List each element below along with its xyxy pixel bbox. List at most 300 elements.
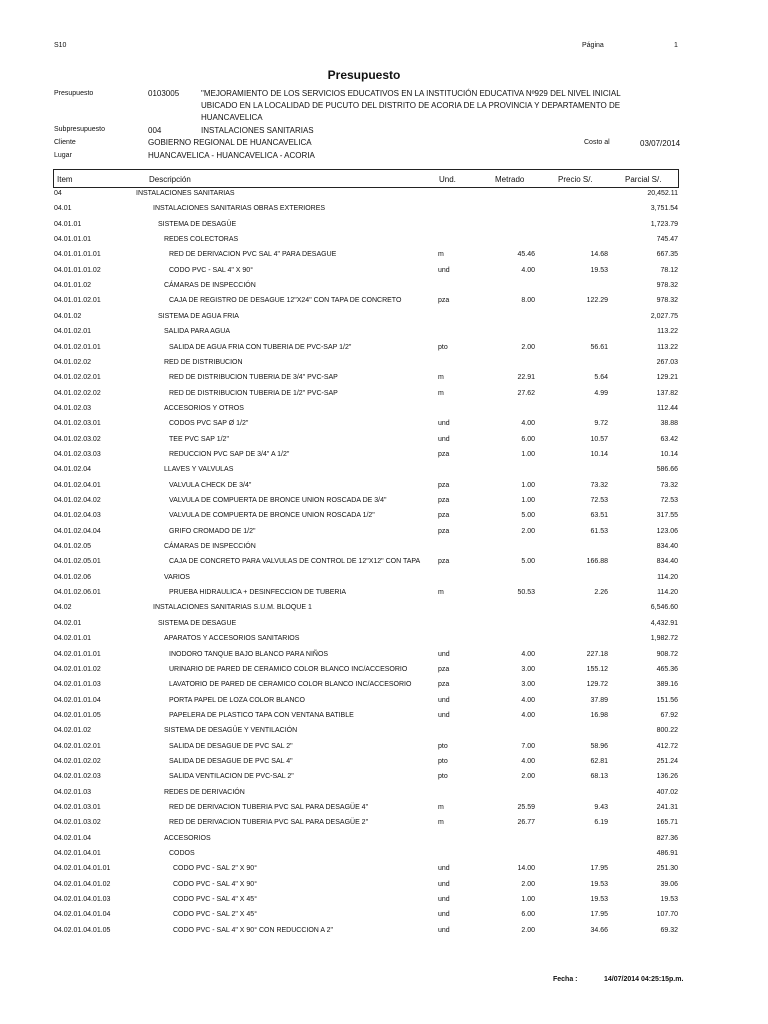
row-precio: 14.68	[590, 251, 608, 259]
page-label: Página	[582, 42, 604, 49]
row-metrado: 4.00	[521, 696, 535, 704]
row-parcial: 251.30	[656, 865, 678, 873]
row-description: CODO PVC - SAL 2" X 45°	[173, 911, 257, 919]
row-parcial: 20,452.11	[647, 190, 678, 197]
table-row	[0, 282, 768, 297]
row-item-code: 04.01.02.06	[54, 573, 91, 581]
row-description: CODO PVC - SAL 4" X 90°	[169, 266, 253, 274]
row-description: INODORO TANQUE BAJO BLANCO PARA NIÑOS	[169, 650, 329, 658]
subpresupuesto-desc: INSTALACIONES SANITARIAS	[201, 126, 314, 135]
row-item-code: 04.01.02.04	[54, 466, 91, 474]
row-unit: und	[438, 880, 450, 888]
row-item-code: 04.01.01.01	[54, 236, 91, 244]
row-description: LLAVES Y VALVULAS	[164, 466, 234, 474]
row-description: SALIDA DE AGUA FRIA CON TUBERIA DE PVC-SAP 1/2"	[169, 343, 352, 351]
row-parcial: 137.82	[656, 389, 678, 397]
row-precio: 58.96	[590, 742, 608, 750]
table-row	[0, 359, 768, 374]
row-parcial: 112.44	[657, 404, 678, 412]
row-item-code: 04.02.01.03.01	[54, 804, 101, 811]
row-metrado: 3.00	[521, 665, 535, 673]
row-description: CAJA DE CONCRETO PARA VALVULAS DE CONTROL DE 12"X12" CON TAPA	[169, 558, 421, 566]
table-row	[0, 865, 768, 880]
row-item-code: 04.02.01.02.03	[54, 773, 101, 781]
fecha-label: Fecha :	[553, 976, 578, 983]
presupuesto-desc-line3: HUANCAVELICA	[201, 113, 263, 122]
row-metrado: 2.00	[521, 880, 535, 888]
row-item-code: 04.01.02.03.01	[54, 420, 101, 428]
row-description: VARIOS	[164, 573, 190, 581]
row-unit: pza	[438, 497, 450, 504]
table-row	[0, 190, 768, 205]
row-unit: und	[438, 896, 450, 904]
row-metrado: 45.46	[517, 251, 535, 259]
row-parcial: 72.53	[660, 497, 678, 504]
row-item-code: 04.01.01.01.01	[54, 251, 101, 259]
row-metrado: 1.00	[521, 497, 535, 504]
row-precio: 17.95	[590, 911, 608, 919]
row-metrado: 6.00	[521, 435, 535, 443]
table-row	[0, 528, 768, 543]
row-item-code: 04.02.01.01	[54, 635, 91, 643]
row-parcial: 69.32	[660, 926, 678, 934]
row-parcial: 78.12	[660, 266, 678, 274]
table-row	[0, 604, 768, 619]
row-unit: und	[438, 435, 450, 443]
row-description: URINARIO DE PARED DE CERAMICO COLOR BLANCO INC/ACCESORIO	[169, 665, 408, 673]
row-parcial: 1,723.79	[650, 220, 678, 228]
row-parcial: 19.53	[660, 896, 678, 904]
lugar-label: Lugar	[54, 152, 72, 159]
row-item-code: 04.01.02.03.02	[54, 435, 101, 443]
row-unit: m	[438, 804, 444, 811]
row-precio: 5.64	[594, 374, 608, 382]
row-precio: 73.32	[590, 481, 608, 489]
row-item-code: 04.02.01.04.01	[54, 850, 101, 858]
table-row	[0, 436, 768, 451]
row-metrado: 4.00	[521, 420, 535, 428]
row-description: SISTEMA DE AGUA FRIA	[158, 312, 239, 320]
row-unit: pza	[438, 450, 450, 458]
row-parcial: 827.36	[656, 834, 678, 842]
row-item-code: 04.02.01.01.04	[54, 696, 101, 704]
row-parcial: 486.91	[656, 850, 678, 858]
row-precio: 129.72	[586, 681, 608, 689]
row-precio: 4.99	[594, 389, 608, 397]
row-unit: pza	[438, 665, 450, 673]
row-parcial: 978.32	[656, 297, 678, 305]
table-row	[0, 743, 768, 758]
row-unit: pza	[438, 297, 450, 305]
presupuesto-code: 0103005	[148, 89, 180, 98]
row-item-code: 04.01.02.03	[54, 404, 91, 412]
table-row	[0, 712, 768, 727]
table-row	[0, 697, 768, 712]
row-description: CAJA DE REGISTRO DE DESAGUE 12"X24" CON TAPA DE CONCRETO	[169, 297, 402, 305]
row-parcial: 73.32	[660, 481, 678, 489]
row-description: PORTA PAPEL DE LOZA COLOR BLANCO	[169, 696, 305, 704]
row-parcial: 165.71	[656, 819, 678, 827]
row-precio: 34.66	[590, 926, 608, 934]
row-parcial: 834.40	[656, 543, 678, 551]
row-precio: 61.53	[590, 527, 608, 535]
row-item-code: 04.01.01.02.01	[54, 297, 101, 305]
header-und: Und.	[439, 175, 456, 184]
row-unit: pza	[438, 527, 450, 535]
row-parcial: 39.06	[660, 880, 678, 888]
row-metrado: 25.59	[517, 804, 535, 811]
row-parcial: 151.56	[656, 696, 678, 704]
row-precio: 19.53	[590, 266, 608, 274]
row-parcial: 107.70	[656, 911, 678, 919]
row-parcial: 267.03	[656, 358, 678, 366]
row-unit: pza	[438, 481, 450, 489]
table-row	[0, 881, 768, 896]
row-description: CÁMARAS DE INSPECCIÓN	[164, 282, 256, 290]
row-parcial: 317.55	[656, 512, 678, 520]
row-precio: 56.61	[590, 343, 608, 351]
row-metrado: 2.00	[521, 527, 535, 535]
row-unit: pza	[438, 512, 450, 520]
row-description: CODO PVC - SAL 4" X 90°	[173, 880, 257, 888]
row-unit: und	[438, 711, 450, 719]
row-unit: pto	[438, 757, 448, 765]
row-item-code: 04.01.02.01.01	[54, 343, 101, 351]
row-unit: pto	[438, 742, 448, 750]
table-row	[0, 374, 768, 389]
row-description: VALVULA DE COMPUERTA DE BRONCE UNION ROSCADA 1/2"	[169, 512, 375, 520]
row-description: SALIDA DE DESAGUE DE PVC SAL 4"	[169, 757, 293, 765]
row-parcial: 667.35	[656, 251, 678, 259]
row-parcial: 586.66	[656, 466, 678, 474]
row-description: LAVATORIO DE PARED DE CERAMICO COLOR BLANCO INC/ACCESORIO	[169, 681, 412, 689]
table-row	[0, 927, 768, 942]
page-number: 1	[674, 42, 678, 49]
table-row	[0, 789, 768, 804]
row-item-code: 04.01.01	[54, 220, 82, 228]
row-precio: 122.29	[586, 297, 608, 305]
row-item-code: 04.01.02.06.01	[54, 589, 101, 597]
table-row	[0, 344, 768, 359]
row-item-code: 04.01.02.04.04	[54, 527, 101, 535]
row-unit: pza	[438, 558, 450, 566]
row-description: INSTALACIONES SANITARIAS OBRAS EXTERIORES	[153, 205, 326, 213]
table-row	[0, 804, 768, 819]
table-row	[0, 896, 768, 911]
row-item-code: 04.02	[54, 604, 72, 612]
row-parcial: 129.21	[656, 374, 678, 382]
table-row	[0, 205, 768, 220]
row-item-code: 04.02.01.02	[54, 727, 91, 735]
row-description: RED DE DISTRIBUCION TUBERIA DE 1/2" PVC-SAP	[169, 389, 338, 397]
row-precio: 17.95	[590, 865, 608, 873]
row-item-code: 04.02.01.03	[54, 788, 91, 796]
row-item-code: 04.02.01.02.02	[54, 757, 101, 765]
header-metrado: Metrado	[495, 175, 525, 184]
row-metrado: 2.00	[521, 926, 535, 934]
row-unit: und	[438, 420, 450, 428]
row-unit: pto	[438, 773, 448, 781]
row-unit: m	[438, 389, 444, 397]
row-description: RED DE DERIVACION TUBERIA PVC SAL PARA DESAGÜE 4"	[169, 804, 369, 811]
row-metrado: 5.00	[521, 512, 535, 520]
row-unit: m	[438, 251, 444, 259]
row-item-code: 04.01.02.02	[54, 358, 91, 366]
row-metrado: 4.00	[521, 711, 535, 719]
table-row	[0, 497, 768, 512]
row-item-code: 04.01.01.01.02	[54, 266, 101, 274]
table-row	[0, 267, 768, 282]
row-description: ACCESORIOS Y OTROS	[164, 404, 244, 412]
lugar-value: HUANCAVELICA - HUANCAVELICA - ACORIA	[148, 151, 315, 160]
row-parcial: 63.42	[660, 435, 678, 443]
row-metrado: 26.77	[517, 819, 535, 827]
row-parcial: 67.92	[660, 711, 678, 719]
row-metrado: 1.00	[521, 450, 535, 458]
row-item-code: 04.01.02.05	[54, 543, 91, 551]
row-description: PAPELERA DE PLASTICO TAPA CON VENTANA BATIBLE	[169, 711, 354, 719]
row-description: VALVULA DE COMPUERTA DE BRONCE UNION ROSCADA DE 3/4"	[169, 497, 387, 504]
row-metrado: 22.91	[517, 374, 535, 382]
row-item-code: 04.02.01	[54, 619, 82, 627]
header-precio: Precio S/.	[558, 175, 593, 184]
table-row	[0, 482, 768, 497]
row-parcial: 2,027.75	[650, 312, 678, 320]
row-parcial: 38.88	[660, 420, 678, 428]
row-unit: und	[438, 696, 450, 704]
row-unit: und	[438, 650, 450, 658]
table-row	[0, 420, 768, 435]
row-description: CODO PVC - SAL 4" X 45°	[173, 896, 257, 904]
row-item-code: 04.02.01.01.03	[54, 681, 101, 689]
row-metrado: 50.53	[517, 589, 535, 597]
row-parcial: 800.22	[656, 727, 678, 735]
row-unit: pza	[438, 681, 450, 689]
row-unit: und	[438, 865, 450, 873]
row-precio: 10.14	[590, 450, 608, 458]
row-description: SISTEMA DE DESAGÜE Y VENTILACIÓN	[164, 727, 298, 735]
table-row	[0, 651, 768, 666]
row-item-code: 04.02.01.04.01.03	[54, 896, 111, 904]
row-item-code: 04	[54, 190, 62, 197]
table-row	[0, 512, 768, 527]
row-precio: 72.53	[590, 497, 608, 504]
table-row	[0, 328, 768, 343]
row-item-code: 04.01.02.03.03	[54, 450, 101, 458]
row-metrado: 4.00	[521, 650, 535, 658]
table-row	[0, 666, 768, 681]
cliente-value: GOBIERNO REGIONAL DE HUANCAVELICA	[148, 138, 312, 147]
row-parcial: 834.40	[656, 558, 678, 566]
row-precio: 62.81	[590, 757, 608, 765]
row-precio: 9.43	[594, 804, 608, 811]
row-parcial: 113.22	[657, 343, 678, 351]
row-item-code: 04.01.01.02	[54, 282, 91, 290]
row-description: SALIDA VENTILACION DE PVC-SAL 2"	[169, 773, 294, 781]
table-row	[0, 251, 768, 266]
presupuesto-desc-line2: UBICADO EN LA LOCALIDAD DE PUCUTO DEL DISTRITO DE ACORIA DE LA PROVINCIA Y DEPARTAMENTO DE	[201, 101, 621, 110]
row-parcial: 3,751.54	[650, 205, 678, 213]
row-parcial: 123.06	[656, 527, 678, 535]
row-metrado: 1.00	[521, 481, 535, 489]
row-unit: m	[438, 374, 444, 382]
cliente-label: Cliente	[54, 139, 76, 146]
row-parcial: 114.20	[657, 589, 678, 597]
table-row	[0, 850, 768, 865]
row-precio: 9.72	[594, 420, 608, 428]
table-row	[0, 635, 768, 650]
row-metrado: 1.00	[521, 896, 535, 904]
row-item-code: 04.02.01.04.01.01	[54, 865, 111, 873]
row-metrado: 4.00	[521, 757, 535, 765]
presupuesto-label: Presupuesto	[54, 90, 94, 97]
costo-value: 03/07/2014	[640, 139, 681, 148]
row-unit: und	[438, 911, 450, 919]
row-metrado: 7.00	[521, 742, 535, 750]
header-descripcion: Descripción	[149, 175, 191, 184]
row-precio: 227.18	[586, 650, 608, 658]
row-item-code: 04.02.01.02.01	[54, 742, 101, 750]
row-parcial: 10.14	[660, 450, 678, 458]
table-row	[0, 819, 768, 834]
row-description: RED DE DISTRIBUCION	[164, 358, 243, 366]
row-unit: m	[438, 589, 444, 597]
table-row	[0, 297, 768, 312]
row-parcial: 114.20	[657, 573, 678, 581]
row-item-code: 04.01.02.04.01	[54, 481, 101, 489]
row-parcial: 241.31	[656, 804, 678, 811]
row-item-code: 04.01.02.05.01	[54, 558, 101, 566]
row-parcial: 4,432.91	[650, 619, 678, 627]
row-metrado: 27.62	[517, 389, 535, 397]
table-row	[0, 835, 768, 850]
subpresupuesto-code: 004	[148, 126, 162, 135]
row-description: CODO PVC - SAL 4" X 90° CON REDUCCION A 2"	[173, 926, 333, 934]
table-row	[0, 405, 768, 420]
row-item-code: 04.01.02.02.01	[54, 374, 101, 382]
header-item: Item	[57, 175, 73, 184]
table-row	[0, 620, 768, 635]
presupuesto-desc-line1: "MEJORAMIENTO DE LOS SERVICIOS EDUCATIVOS EN LA INSTITUCIÓN EDUCATIVA Nº929 DEL NIVEL INICIAL	[201, 89, 621, 98]
row-description: PRUEBA HIDRAULICA + DESINFECCION DE TUBERIA	[169, 589, 347, 597]
row-item-code: 04.01.02.01	[54, 328, 91, 336]
row-precio: 16.98	[590, 711, 608, 719]
row-item-code: 04.02.01.01.01	[54, 650, 101, 658]
subpresupuesto-label: Subpresupuesto	[54, 126, 105, 133]
row-description: TEE PVC SAP 1/2"	[169, 435, 229, 443]
table-row	[0, 558, 768, 573]
table-row	[0, 681, 768, 696]
page-title: Presupuesto	[327, 68, 401, 82]
row-description: SISTEMA DE DESAGÜE	[158, 220, 237, 228]
row-description: GRIFO CROMADO DE 1/2"	[169, 527, 256, 535]
row-description: RED DE DERIVACION TUBERIA PVC SAL PARA DESAGÜE 2"	[169, 819, 369, 827]
row-item-code: 04.02.01.01.02	[54, 665, 101, 673]
table-row	[0, 758, 768, 773]
row-metrado: 6.00	[521, 911, 535, 919]
table-row	[0, 589, 768, 604]
table-row	[0, 773, 768, 788]
table-row	[0, 574, 768, 589]
row-description: RED DE DERIVACION PVC SAL 4" PARA DESAGUE	[169, 251, 337, 259]
row-precio: 19.53	[590, 880, 608, 888]
row-parcial: 978.32	[656, 282, 678, 290]
table-row	[0, 451, 768, 466]
report-code: S10	[54, 42, 67, 49]
row-description: ACCESORIOS	[164, 834, 211, 842]
table-row	[0, 221, 768, 236]
row-parcial: 113.22	[657, 328, 678, 336]
row-precio: 19.53	[590, 896, 608, 904]
row-parcial: 412.72	[656, 742, 678, 750]
row-metrado: 3.00	[521, 681, 535, 689]
row-description: CÁMARAS DE INSPECCIÓN	[164, 543, 256, 551]
table-row	[0, 313, 768, 328]
row-description: CODOS PVC SAP Ø 1/2"	[169, 420, 249, 428]
row-precio: 63.51	[590, 512, 608, 520]
row-parcial: 1,982.72	[650, 635, 678, 643]
row-item-code: 04.02.01.03.02	[54, 819, 101, 827]
row-parcial: 465.36	[656, 665, 678, 673]
row-description: VALVULA CHECK DE 3/4"	[169, 481, 252, 489]
row-item-code: 04.02.01.04	[54, 834, 91, 842]
row-item-code: 04.01.02	[54, 312, 82, 320]
row-parcial: 136.26	[656, 773, 678, 781]
table-header	[53, 169, 679, 188]
row-parcial: 407.02	[656, 788, 678, 796]
row-description: INSTALACIONES SANITARIAS	[136, 190, 235, 197]
table-row	[0, 727, 768, 742]
row-precio: 6.19	[594, 819, 608, 827]
row-precio: 2.26	[594, 589, 608, 597]
costo-label: Costo al	[584, 139, 610, 146]
row-metrado: 2.00	[521, 773, 535, 781]
row-metrado: 8.00	[521, 297, 535, 305]
row-unit: m	[438, 819, 444, 827]
row-item-code: 04.01.02.02.02	[54, 389, 101, 397]
row-description: REDES COLECTORAS	[164, 236, 239, 244]
row-precio: 166.88	[586, 558, 608, 566]
row-description: INSTALACIONES SANITARIAS S.U.M. BLOQUE 1	[153, 604, 312, 612]
row-parcial: 251.24	[656, 757, 678, 765]
row-item-code: 04.01.02.04.02	[54, 497, 101, 504]
row-unit: pto	[438, 343, 448, 351]
row-description: SALIDA PARA AGUA	[164, 328, 231, 336]
row-metrado: 4.00	[521, 266, 535, 274]
header-parcial: Parcial S/.	[625, 175, 662, 184]
table-row	[0, 911, 768, 926]
table-row	[0, 543, 768, 558]
row-description: RED DE DISTRIBUCION TUBERIA DE 3/4" PVC-SAP	[169, 374, 338, 382]
row-parcial: 745.47	[656, 236, 678, 244]
row-parcial: 6,546.60	[650, 604, 678, 612]
row-precio: 155.12	[586, 665, 608, 673]
row-parcial: 908.72	[656, 650, 678, 658]
row-metrado: 5.00	[521, 558, 535, 566]
row-metrado: 14.00	[517, 865, 535, 873]
row-description: CODOS	[169, 850, 195, 858]
row-precio: 68.13	[590, 773, 608, 781]
row-precio: 37.89	[590, 696, 608, 704]
row-unit: und	[438, 926, 450, 934]
row-item-code: 04.02.01.04.01.02	[54, 880, 111, 888]
row-item-code: 04.01	[54, 205, 72, 213]
row-metrado: 2.00	[521, 343, 535, 351]
row-description: REDES DE DERIVACIÓN	[164, 788, 245, 796]
row-parcial: 389.16	[656, 681, 678, 689]
row-item-code: 04.01.02.04.03	[54, 512, 101, 520]
row-description: CODO PVC - SAL 2" X 90°	[173, 865, 257, 873]
